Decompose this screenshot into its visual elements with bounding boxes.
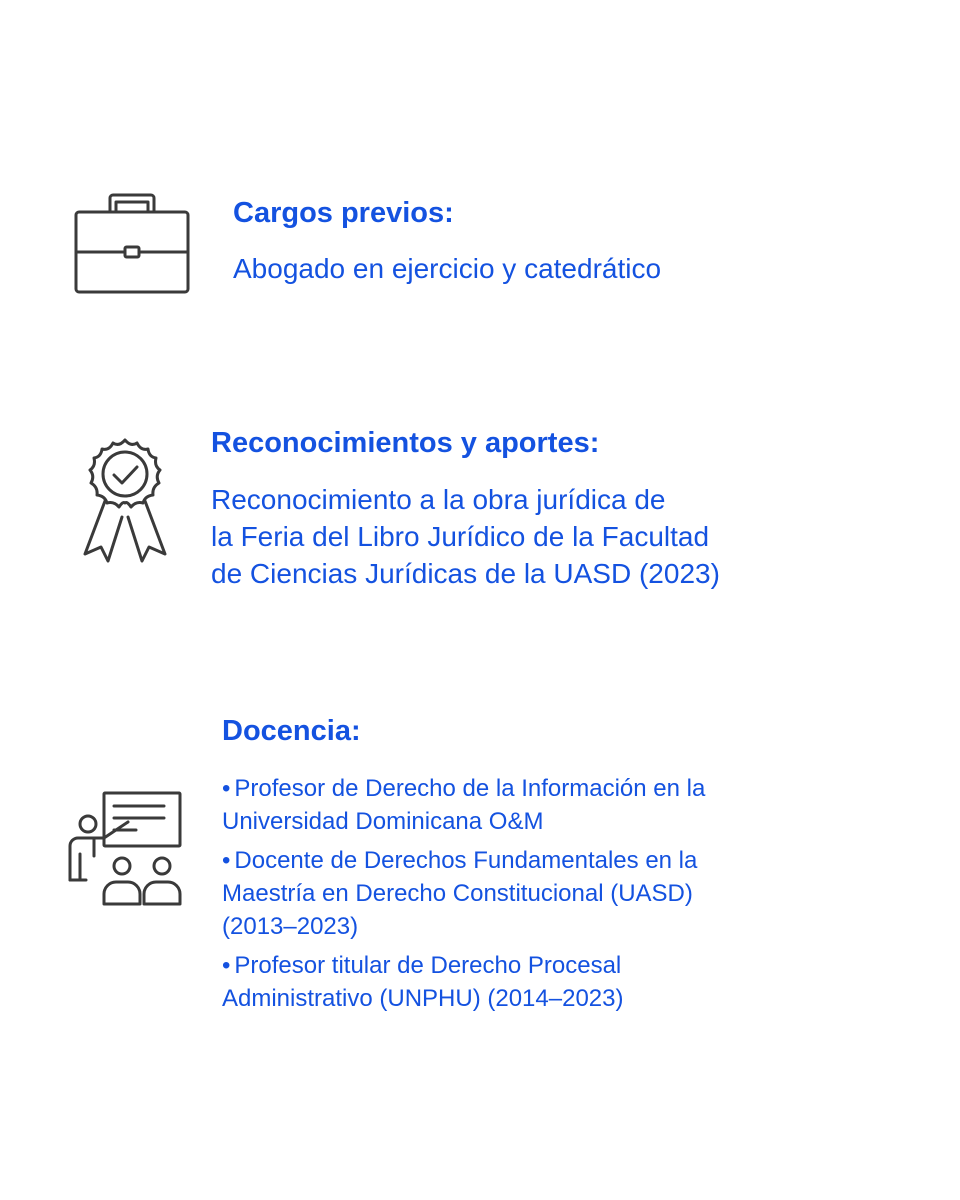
section-heading: Docencia:: [222, 715, 361, 747]
bullet-icon: •: [222, 847, 231, 874]
bullet-icon: •: [222, 952, 231, 979]
section-heading: Reconocimientos y aportes:: [211, 427, 600, 459]
list-item: [222, 772, 862, 838]
bullet-icon: •: [222, 775, 231, 802]
award-ribbon-icon: [75, 437, 175, 577]
list-item: [222, 949, 862, 1015]
briefcase-icon: [73, 192, 191, 296]
text-line: Docente de Derechos Fundamentales en la: [234, 847, 698, 874]
text-line: Profesor titular de Derecho Procesal: [234, 952, 622, 979]
text-line: (2013–2023): [222, 913, 359, 940]
text-line: Universidad Dominicana O&M: [222, 808, 544, 835]
text-line: Administrativo (UNPHU) (2014–2023): [222, 985, 624, 1012]
section-heading: Cargos previos:: [233, 197, 454, 229]
section-text: Abogado en ejercicio y catedrático: [233, 253, 662, 284]
text-line: Maestría en Derecho Constitucional (UASD): [222, 880, 693, 907]
teacher-presentation-icon: [66, 790, 184, 908]
text-line: de Ciencias Jurídicas de la UASD (2023): [211, 558, 720, 589]
list-item: [222, 844, 862, 943]
text-line: Reconocimiento a la obra jurídica de: [211, 484, 666, 515]
docencia-list: [222, 772, 862, 1021]
text-line: Profesor de Derecho de la Información en la: [234, 775, 706, 802]
section-text: [211, 481, 911, 592]
text-line: la Feria del Libro Jurídico de la Facultad: [211, 521, 710, 552]
